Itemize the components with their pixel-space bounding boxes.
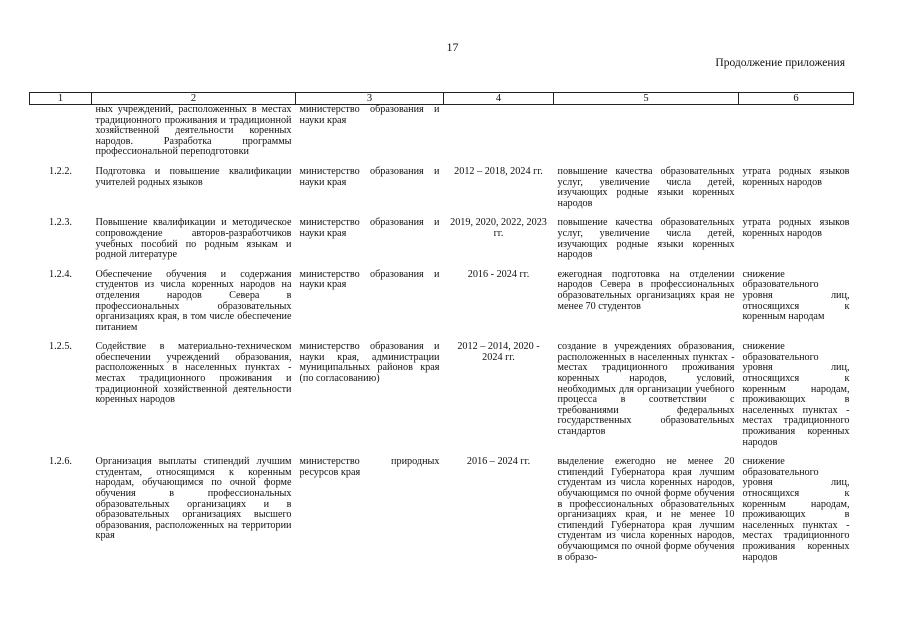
period-cell: 2016 – 2024 гг. [466,456,531,468]
measure-cell: Подготовка и повышение квалификации учителей родных языков [95,165,292,188]
continuation-label: Продолжение приложения [715,57,845,69]
column-header: 3 [296,93,444,105]
period-cell: 2012 – 2018, 2024 гг. [454,165,543,177]
row-number [30,105,92,166]
column-header: 6 [739,93,854,105]
measure-cell: ных учреждений, расположенных в местах традиционного проживания и традиционной хозяйственной деятельности коренных народов. Разработка программы профессиональной переподготовки [95,104,292,158]
executor-cell: министерство образования и науки края [299,217,440,239]
result-cell: создание в учреждениях образования, расположенных в населенных пунктах - местах традиционного проживания коренных народов, условий, необходимых для организации учебного процесса в соответствии с требованиями федеральных государственных образовательных стандартов [557,341,735,438]
executor-cell: министерство образования и науки края [299,165,440,188]
period-cell: 2019, 2020, 2022, 2023 гг. [450,217,547,239]
result-cell [554,105,739,166]
period-cell [444,105,554,166]
row-number: 1.2.3. [49,217,72,229]
row-number: 1.2.6. [49,456,72,468]
executor-cell: министерство образования и науки края [299,104,440,126]
page-number: 17 [446,40,459,54]
column-header: 5 [554,93,739,105]
row-number: 1.2.2. [49,165,72,177]
executor-cell: министерство природных ресурсов края [299,456,440,478]
table-row [30,269,854,342]
table-row [30,166,854,217]
effect-cell: снижение образовательного уровня лиц, относящихся к коренным народам, проживающих в населенных пунктах - местах традиционного проживания коренных народов [742,341,850,448]
measure-cell: Содействие в материально-техническом обеспечении учреждений образования, расположенных в населенных пунктах - местах традиционного проживания и традиционной хозяйственной деятельности коренных народов [95,341,292,406]
result-cell: повышение качества образовательных услуг, увеличение числа детей, изучающих родные языки коренных народов [557,165,735,209]
table-row [30,456,854,563]
effect-cell: снижение образовательного уровня лиц, относящихся к коренным народам, проживающих в населенных пунктах - местах традиционного проживания коренных народов [742,456,850,563]
result-cell: ежегодная подготовка на отделении народов Севера в профессиональных образовательных организациях края не менее 70 студентов [557,268,735,312]
table-row [30,217,854,268]
result-cell: повышение качества образовательных услуг, увеличение числа детей, изучающих родные языки коренных народов [557,217,735,261]
table-row [30,105,854,166]
effect-cell: утрата родных языков коренных народов [742,165,850,188]
result-cell: выделение ежегодно не менее 20 стипендий Губернатора края лучшим студентам из числа коренных народов, обучающимся по очной форме обучения в профессиональных образовательных организациях края, и не менее 10 стипендий Губернатора края лучшим студентам из числа коренных народов, обучающимся по очной форме обучения в образо- [557,456,735,563]
executor-cell: министерство образования и науки края, администрации муниципальных районов края (по согласованию) [299,341,440,385]
row-number: 1.2.4. [49,268,72,280]
table-header-row [30,93,854,105]
column-header: 4 [444,93,554,105]
period-cell: 2012 – 2014, 2020 - 2024 гг. [457,341,540,363]
table-row [30,341,854,456]
effect-cell [739,105,854,166]
period-cell: 2016 - 2024 гг. [467,268,530,280]
measure-cell: Обеспечение обучения и содержания студентов из числа коренных народов на отделения народов Севера в профессиональных образовательных организациях края, в том числе обеспечение питанием [95,268,292,333]
effect-cell: утрата родных языков коренных народов [742,217,850,239]
effect-cell: снижение образовательного уровня лиц, относящихся к коренным народам [742,268,850,323]
measures-table [29,92,854,563]
measure-cell: Повышение квалификации и методическое сопровождение авторов-разработчиков учебных пособий по родным языкам и родной литературе [95,217,292,261]
row-number: 1.2.5. [49,341,72,353]
executor-cell: министерство образования и науки края [299,268,440,291]
column-header: 1 [30,93,92,105]
column-header: 2 [92,93,296,105]
measure-cell: Организация выплаты стипендий лучшим студентам, относящимся к коренным народам, обучающимся по очной форме обучения в профессиональных образовательных организациях и в образовательных организациях высшего образования, расположенных на территории края [95,456,292,542]
